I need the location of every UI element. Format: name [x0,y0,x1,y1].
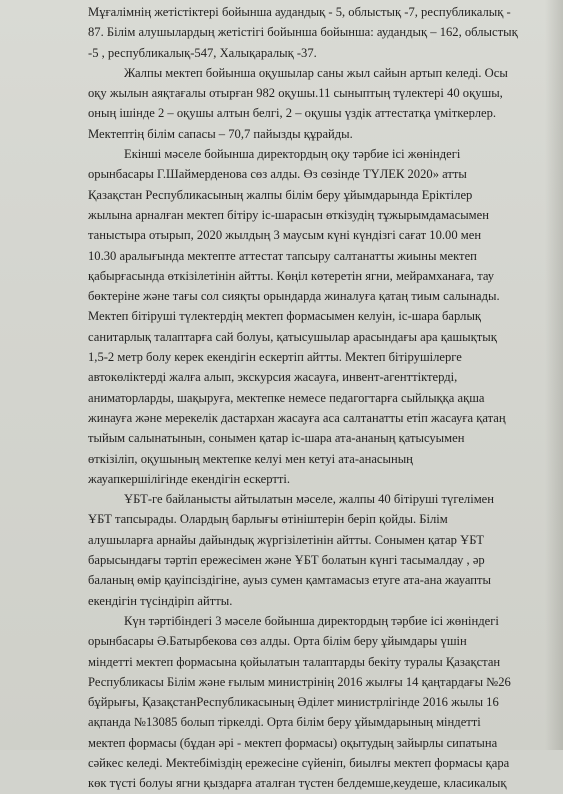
text-line: баланың өмір қауіпсіздігіне, ауыз сумен қамтамасыз етуге ата-ана жауапты [88,573,491,588]
text-line: мектеп формасы (бұдан әрі - мектеп формасы) оқытудың зайырлы сипатына [88,735,498,750]
text-line: Мектептің білім сапасы – 70,7 пайызды құрайды. [88,126,353,141]
text-line: Республикасы Білім және ғылым министрінің 2016 жылғы 14 қаңтардағы №26 [88,674,511,689]
text-line: сәйкес келеді. Мектебіміздің ережесіне сүйеніп, биылғы мектеп формасы қара [88,755,510,770]
text-line: жылына арналған мектеп бітіру іс-шарасын өткізудің тұжырымдамасымен [88,207,489,222]
text-line: міндетті мектеп формасына қойылатын талаптарды бекіту туралы Қазақстан [88,654,501,669]
text-line: Екінші мәселе бойынша директордың оқу тәрбие ісі жөніндегі [124,147,461,162]
text-line: екендігін түсіндіріп айтты. [88,593,233,608]
text-line: 10.30 аралығында мектепте аттестат тапсыру салтанатты жиыны мектеп [88,248,477,263]
text-line: өткізіліп, оқушының мектепке келуі мен кетуі ата-анасының [88,451,413,466]
page-shadow [545,0,563,750]
text-line: Мектеп бітіруші түлектердің мектеп формасымен келуін, іс-шара барлық [88,309,482,324]
text-line: 1,5-2 метр болу керек екендігін ескертіп айтты. Мектеп бітірушілерге [88,350,462,365]
document-body [88,2,540,794]
text-line: орынбасары Г.Шаймерденова сөз алды. Өз сөзінде ТҮЛЕК 2020» атты [88,167,467,182]
text-line: Мұғалімнің жетістіктері бойынша аудандық - 5, облыстық -7, республикалық - [88,5,511,19]
text-line: ҰБТ-ге байланысты айтылатын мәселе, жалпы 40 бітіруші түгелімен [124,492,494,507]
text-line: қабырғасында өткізілетінін айтты. Көңіл көтеретін ягни, мейрамханаға, тау [88,268,495,283]
text-line: аниматорларды, шақыруға, мектепке немесе педагогтарға сыйлыққа ақша [88,390,485,405]
text-line: оның ішінде 2 – оқушы алтын белгі, 2 – оқушы үздік аттестатқа үміткерлер. [88,106,497,121]
text-line: алушыларға арнайы дайындық жүргізілетінін айтты. Сонымен қатар ҰБТ [88,532,484,547]
text-line: көк түсті болуы ягни қыздарға аталған түстен белдемше,кеудеше, класикалық [88,776,507,791]
text-line: ақпанда №13085 болып тіркелді. Орта білім беру ұйымдарының міндетті [88,715,481,730]
text-line: бұйрығы, ҚазақстанРеспубликасының Әділет министрлігінде 2016 жылы 16 [88,695,499,710]
text-line: 87. Білім алушылардың жетістігі бойынша бойынша: аудандық – 162, облыстық [88,25,518,40]
text-line: тыйым салынатынын, сонымен қатар іс-шара ата-ананың қатысуымен [88,431,465,446]
paragraph [88,489,540,611]
text-line: оқу жылын аяқтағалы отырған 982 оқушы.11 сыныптың түлектері 40 оқушы, [88,86,503,101]
text-line: санитарлық талаптарға сай болуы, қатысушылар арасындағы ара қашықтық [88,329,497,344]
paragraph [88,63,540,144]
text-line: -5 , республикалық-547, Халықаралық -37. [88,45,317,60]
text-line: жауапкершілігінде екендігін ескертті. [88,471,291,486]
text-line: жинауға және мерекелік дастархан жасауға аса салтанатты етіп жасауға қатаң [88,410,506,425]
paragraph [88,611,540,794]
text-line: барысындағы тәртіп ережесімен және ҰБТ болатын күнгі тасымалдау , әр [88,553,485,568]
text-line: ҰБТ тапсырады. Олардың барлығы өтініштерін беріп қойды. Білім [88,512,448,527]
text-line: бөктеріне және тағы сол сияқты орындарда жиналуға қатаң тиым салынады. [88,289,500,304]
text-line: автокөліктерді жалға алып, экскурсия жасауға, инвент-агенттіктерді, [88,370,458,385]
text-line: Қазақстан Республикасының жалпы білім беру ұйымдарында Еріктілер [88,187,473,202]
text-line: Жалпы мектеп бойынша оқушылар саны жыл сайын артып келеді. Осы [124,65,508,80]
text-line: Күн тәртібіндегі 3 мәселе бойынша директордың тәрбие ісі жөніндегі [124,613,499,628]
paragraph [88,144,540,489]
paragraph [88,2,540,63]
text-line: орынбасары Ә.Батырбекова сөз алды. Орта білім беру ұйымдары үшін [88,634,467,649]
text-line: таныстыра отырып, 2020 жылдың 3 маусым күні күндізгі сағат 10.00 мен [88,228,482,243]
